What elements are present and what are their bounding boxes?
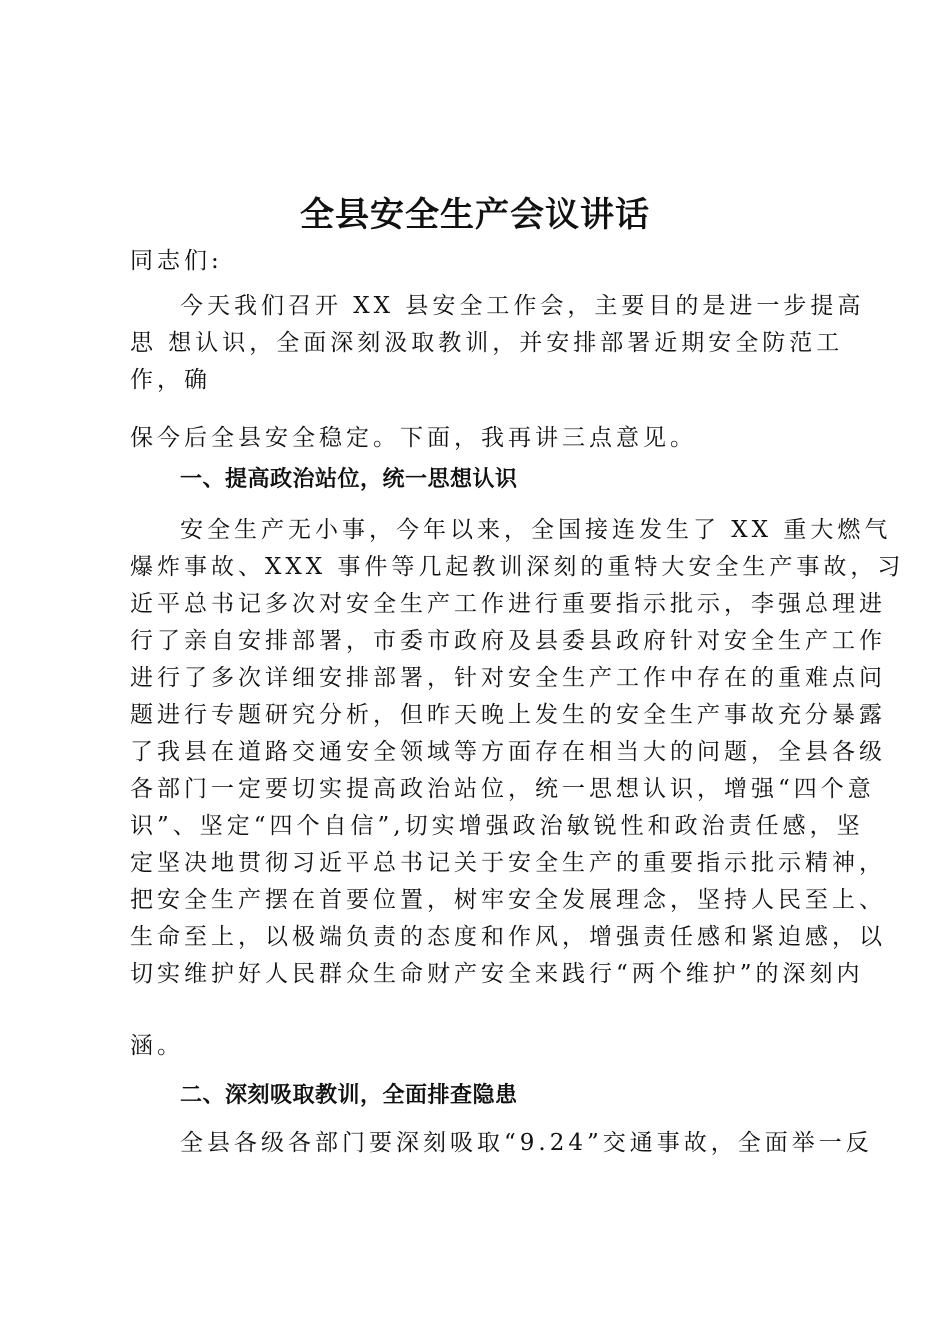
section-1-line-6: 题进行专题研究分析，但昨天晚上发生的安全生产事故充分暴露 — [130, 702, 886, 728]
section-1-heading: 一、提高政治站位，统一思想认识 — [180, 467, 518, 492]
section-1-line-5: 进行了多次详细安排部署，针对安全生产工作中存在的重难点问 — [130, 665, 886, 691]
section-1-line-3: 近平总书记多次对安全生产工作进行重要指示批示，李强总理进 — [130, 591, 886, 617]
section-1-line-11: 把安全生产摆在首要位置，树牢安全发展理念，坚持人民至上、 — [130, 887, 886, 913]
salutation: 同志们: — [130, 248, 223, 274]
intro-line-2: 思 想认识，全面深刻汲取教训，并安排部署近期安全防范工 — [130, 330, 844, 356]
intro-line-1: 今天我们召开 XX 县安全工作会，主要目的是进一步提高 — [180, 293, 865, 319]
section-1-line-7: 了我县在道路交通安全领域等方面存在相当大的问题，全县各级 — [130, 739, 886, 765]
section-1-line-4: 行了亲自安排部署，市委市政府及县委县政府针对安全生产工作 — [130, 628, 886, 654]
section-1-line-1: 安全生产无小事，今年以来，全国接连发生了 XX 重大燃气 — [180, 517, 892, 543]
intro-paragraph — [130, 288, 865, 399]
section-1-line-12: 生命至上，以极端负责的态度和作风，增强责任感和紧迫感，以 — [130, 924, 886, 950]
intro-line-4-block — [130, 420, 838, 457]
section-1-line-10: 定坚决地贯彻习近平总书记关于安全生产的重要指示批示精神， — [130, 850, 886, 876]
section-1-line-14: 涵。 — [130, 1033, 184, 1059]
section-1-line-13: 切实维护好人民群众生命财产安全来践行“两个维护”的深刻内 — [130, 961, 864, 987]
section-1-line-8: 各部门一定要切实提高政治站位，统一思想认识，增强“四个意 — [130, 776, 875, 802]
intro-line-4: 保今后全县安全稳定。下面，我再讲三点意见。 — [130, 425, 697, 451]
section-2-paragraph — [130, 1125, 873, 1162]
section-1-line-9: 识”、坚定“四个自信”,切实增强政治敏锐性和政治责任感，坚 — [130, 813, 864, 839]
intro-line-3: 作，确 — [130, 367, 211, 393]
section-1-line-2: 爆炸事故、XXX 事件等几起教训深刻的重特大安全生产事故，习 — [130, 554, 905, 580]
document-title: 全县安全生产会议讲话 — [300, 195, 650, 235]
section-2-line-1: 全县各级各部门要深刻吸取“9.24”交通事故，全面举一反 — [180, 1130, 873, 1156]
section-1-paragraph — [130, 512, 905, 993]
section-2-heading: 二、深刻吸取教训，全面排查隐患 — [180, 1083, 518, 1108]
section-1-final-line-block — [130, 1028, 838, 1065]
